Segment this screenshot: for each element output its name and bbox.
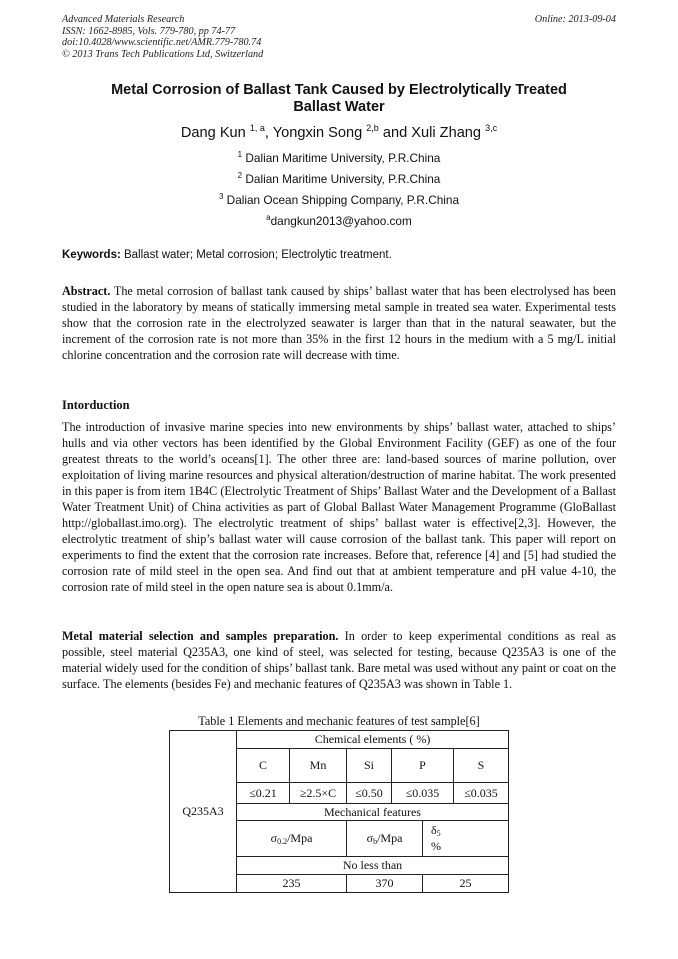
- mech-value-cell: 25: [423, 875, 509, 893]
- table-caption: Table 1 Elements and mechanic features of test sample[6]: [198, 714, 480, 728]
- online-date: Online: 2013-09-04: [534, 14, 616, 25]
- author-3-sup: 3,c: [485, 123, 498, 133]
- mech-value-cell: 235: [237, 875, 347, 893]
- email-text: dangkun2013@yahoo.com: [270, 214, 412, 228]
- author-2-sup: 2,b: [366, 123, 379, 133]
- author-list: [62, 123, 616, 141]
- mechanical-header-cell: Mechanical features: [237, 804, 509, 821]
- mechanical-col-elongation: [423, 821, 509, 857]
- title-line-2: Ballast Water: [293, 99, 385, 115]
- affiliation-2: [62, 171, 616, 186]
- yield-unit: /Mpa: [287, 831, 313, 845]
- limit-label-cell: No less than: [237, 857, 509, 875]
- issn-line: ISSN: 1662-8985, Vols. 779-780, pp 74-77: [62, 25, 236, 37]
- author-1: Dang Kun: [180, 125, 250, 141]
- elongation-unit: %: [431, 839, 441, 853]
- author-email: [62, 213, 616, 228]
- affiliation-3-text: Dalian Ocean Shipping Company, P.R.China: [226, 193, 460, 207]
- affiliation-1: [62, 150, 616, 165]
- tensile-subscript: b: [373, 837, 378, 846]
- keywords-text: Ballast water; Metal corrosion; Electrolytic treatment.: [120, 249, 392, 261]
- element-cell: Si: [347, 749, 392, 783]
- paper-title: [62, 82, 616, 116]
- chemical-header-cell: Chemical elements ( %): [237, 731, 509, 749]
- doi-line: doi:10.4028/www.scientific.net/AMR.779-780.74: [62, 37, 262, 49]
- element-cell: P: [392, 749, 454, 783]
- element-value-cell: ≤0.035: [392, 783, 454, 804]
- keywords: [62, 249, 616, 261]
- sigma-symbol: σ: [366, 831, 374, 845]
- abstract-label: Abstract.: [62, 284, 111, 298]
- affiliation-2-sup: 2: [237, 171, 243, 180]
- author-2: , Yongxin Song: [264, 125, 367, 141]
- element-cell: S: [454, 749, 509, 783]
- element-cell: Mn: [290, 749, 347, 783]
- delta-symbol: δ: [431, 823, 437, 837]
- email-sup: a: [266, 213, 271, 222]
- affiliation-1-sup: 1: [237, 150, 243, 159]
- tensile-unit: /Mpa: [377, 831, 403, 845]
- journal-header: [62, 14, 616, 60]
- abstract: [62, 283, 616, 363]
- element-value-cell: ≥2.5×C: [290, 783, 347, 804]
- mechanical-col-tensile: [347, 821, 423, 857]
- element-value-cell: ≤0.21: [237, 783, 290, 804]
- materials-heading: Metal material selection and samples preparation.: [62, 629, 339, 643]
- yield-subscript: 0.2: [277, 837, 288, 846]
- elongation-subscript: 5: [436, 829, 441, 838]
- sample-name-cell: Q235A3: [170, 731, 237, 893]
- journal-name: Advanced Materials Research: [62, 14, 185, 25]
- section-heading-introduction: Intorduction: [62, 398, 130, 412]
- author-3: and Xuli Zhang: [378, 125, 486, 141]
- affiliation-1-text: Dalian Maritime University, P.R.China: [245, 151, 441, 165]
- affiliation-3: [62, 192, 616, 207]
- materials-text: In order to keep experimental conditions as real as possible, steel material Q235A3, one kind of steel, was selected for testing, because Q235A3 is one of the material widely used for the condition of ships’ ballast tank. Bare metal was used without any paint or coat on the surface. The elements (besides Fe) and mechanic features of Q235A3 was shown in Table 1.: [62, 629, 616, 691]
- table-1: [169, 730, 509, 893]
- sigma-symbol: σ: [270, 831, 278, 845]
- affiliation-2-text: Dalian Maritime University, P.R.China: [245, 172, 441, 186]
- materials-paragraph: [62, 628, 616, 692]
- element-value-cell: ≤0.035: [454, 783, 509, 804]
- introduction-text: The introduction of invasive marine species into new environments by ships’ ballast water, attached to ships’ hulls and via other vectors has been identified by the Global Environment Facility (GEF) as one of the four greatest threats to the world’s oceans[1]. The other three are: land-based sources of marine pollution, over exploitation of living marine resources and physical alteration/destruction of marine habitat. The work presented in this paper is from item 1B4C (Electrolytic Treatment of Ships’ Ballast Water and the Development of a Ballast Water Treatment Unit) of China activities as part of Global Ballast Water Management Programme (GloBallast http://globallast.imo.org). The electrolytic treatment of ships’ ballast water is effective[2,3]. However, the electrolytic treatment of ship’s ballast water will cause corrosion of the ballast tank. This paper will report on experiments to find the extent that the corrosion rate increases. Before that, reference [4] and [5] had studied the corrosion rate of mild steel in the open sea. And find out that at ambient temperature and pH value 4-10, the corrosion rate of mild steel in the open nature sea is about 0.1mm/a.: [62, 420, 616, 594]
- copyright-line: © 2013 Trans Tech Publications Ltd, Switzerland: [62, 48, 264, 60]
- abstract-text: The metal corrosion of ballast tank caused by ships’ ballast water that has been electrolysed has been studied in the laboratory by means of statically immersing metal sample in treated sea water. Experimental tests show that the corrosion rate in the electrolyzed seawater is larger than that in the natural seawater, but the increment of the corrosion rate is not more than 35% in the first 12 hours in the medium with a 5 mg/L initial chlorine concentration and the corrosion rate will decrease with time.: [62, 284, 616, 362]
- element-value-cell: ≤0.50: [347, 783, 392, 804]
- mech-value-cell: 370: [347, 875, 423, 893]
- element-cell: C: [237, 749, 290, 783]
- affiliation-3-sup: 3: [218, 192, 224, 201]
- author-1-sup: 1, a: [249, 123, 265, 133]
- keywords-label: Keywords:: [62, 249, 121, 261]
- title-line-1: Metal Corrosion of Ballast Tank Caused by Electrolytically Treated: [111, 82, 567, 98]
- mechanical-col-yield: [237, 821, 347, 857]
